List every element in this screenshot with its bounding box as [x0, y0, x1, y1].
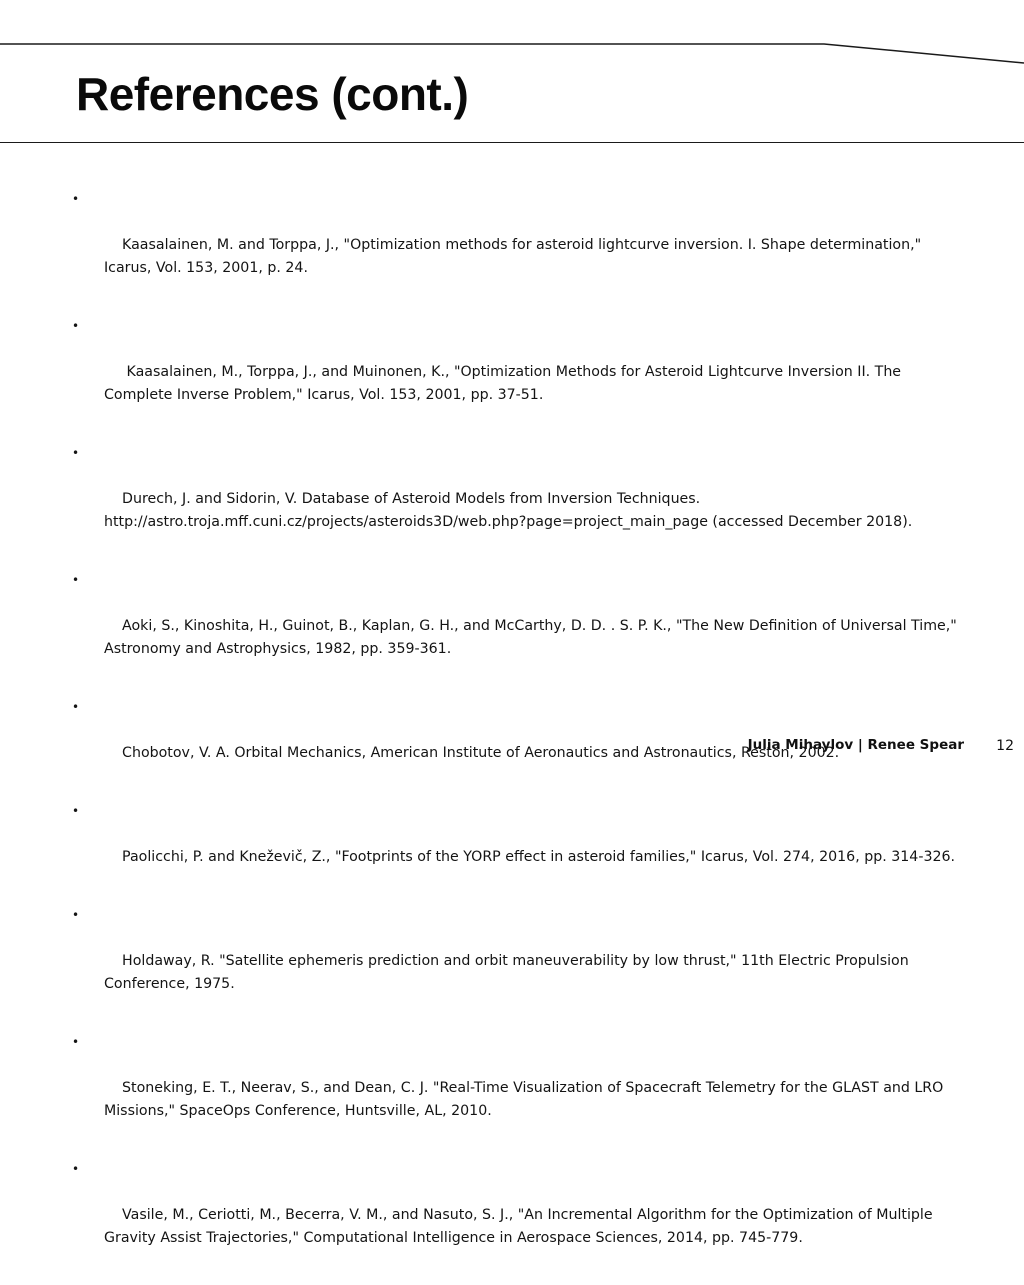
reference-item [72, 188, 966, 303]
page-number: 12 [996, 738, 1014, 754]
slide-title: References (cont.) [76, 68, 469, 120]
bullet-icon: • [72, 804, 80, 818]
bullet-icon: • [72, 700, 80, 714]
bullet-icon: • [72, 1162, 80, 1176]
reference-item [72, 800, 966, 892]
reference-text: Holdaway, R. "Satellite ephemeris prediction and orbit maneuverability by low thrust," 11th Electric Propulsion Conference, 1975. [104, 953, 914, 992]
reference-text: Aoki, S., Kinoshita, H., Guinot, B., Kaplan, G. H., and McCarthy, D. D. . S. P. K., "The New Definition of Universal Time," Astronomy and Astrophysics, 1982, pp. 359-361. [104, 618, 962, 657]
footer-authors: Julia Mihaylov | Renee Spear [747, 737, 964, 753]
bullet-icon: • [72, 908, 80, 922]
bullet-icon: • [72, 319, 80, 333]
reference-text: Chobotov, V. A. Orbital Mechanics, American Institute of Aeronautics and Astronautics, Reston, 2002. [122, 745, 840, 761]
title-divider [0, 142, 1024, 143]
reference-text: Kaasalainen, M., Torppa, J., and Muinonen, K., "Optimization Methods for Asteroid Lightcurve Inversion II. The Complete Inverse Problem," Icarus, Vol. 153, 2001, pp. 37-51. [104, 364, 906, 403]
reference-item [72, 442, 966, 557]
reference-text: Kaasalainen, M. and Torppa, J., "Optimization methods for asteroid lightcurve inversion. I. Shape determination," Icarus, Vol. 153, 2001, p. 24. [104, 237, 926, 276]
reference-text: Durech, J. and Sidorin, V. Database of Asteroid Models from Inversion Techniques. http://astro.troja.mff.cuni.cz/projects/asteroids3D/web.php?page=project_main_page (accessed December 2018). [104, 491, 913, 530]
reference-item [72, 1158, 966, 1273]
reference-text: Vasile, M., Ceriotti, M., Becerra, V. M., and Nasuto, S. J., "An Incremental Algorithm for the Optimization of Multiple Gravity Assist Trajectories," Computational Intelligence in Aerospace Sciences, 2014, pp. 745-779. [104, 1207, 938, 1246]
reference-item [72, 315, 966, 430]
reference-text: Stoneking, E. T., Neerav, S., and Dean, C. J. "Real-Time Visualization of Spacecraft Telemetry for the GLAST and LRO Missions," SpaceOps Conference, Huntsville, AL, 2010. [104, 1080, 948, 1119]
reference-item [72, 569, 966, 684]
reference-item [72, 1031, 966, 1146]
reference-text: Paolicchi, P. and Kneževič, Z., "Footprints of the YORP effect in asteroid families," Icarus, Vol. 274, 2016, pp. 314-326. [122, 849, 956, 865]
bullet-icon: • [72, 446, 80, 460]
bullet-icon: • [72, 1035, 80, 1049]
bullet-icon: • [72, 573, 80, 587]
bullet-icon: • [72, 192, 80, 206]
reference-item [72, 904, 966, 1019]
